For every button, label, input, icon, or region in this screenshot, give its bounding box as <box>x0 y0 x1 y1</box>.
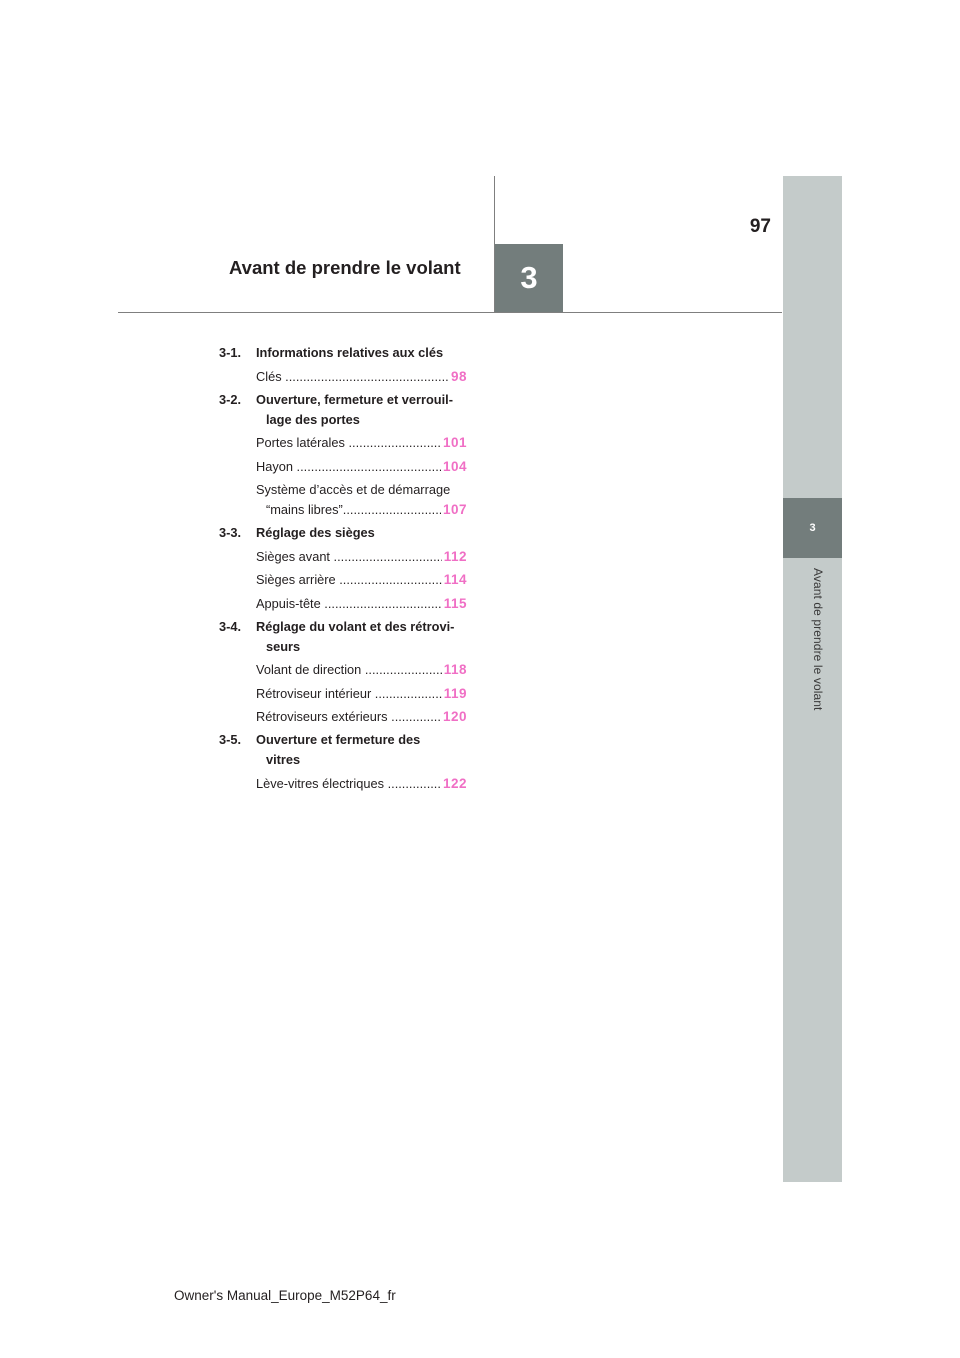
toc-section <box>219 390 467 430</box>
page-number: 97 <box>749 216 771 237</box>
toc-section-title-line: Ouverture, fermeture et verrouil- <box>256 391 453 407</box>
toc-entry[interactable] <box>219 660 467 680</box>
toc-section-title-line: Réglage des sièges <box>256 525 375 540</box>
toc-entry-page-link[interactable]: 119 <box>443 685 467 701</box>
toc-entry-label <box>256 480 467 520</box>
toc-entry[interactable] <box>219 547 467 567</box>
toc-entry[interactable] <box>219 570 467 590</box>
toc-entry-page-link[interactable]: 120 <box>442 709 467 724</box>
toc-entry-page-link[interactable]: 114 <box>443 572 467 587</box>
toc-section <box>219 523 467 543</box>
sidebar-chapter-tab[interactable] <box>783 498 842 558</box>
toc-entry-page-link[interactable]: 101 <box>442 435 467 450</box>
table-of-contents <box>219 343 467 794</box>
toc-section-number: 3-2. <box>219 391 242 407</box>
chapter-title: Avant de prendre le volant <box>229 257 461 278</box>
header-horizontal-divider <box>118 312 782 313</box>
toc-entry-label: Rétroviseurs extérieurs ..... <box>256 707 441 727</box>
toc-section-number: 3-4. <box>219 618 242 634</box>
toc-entry-page-link[interactable]: 112 <box>443 548 467 564</box>
toc-section-title-line: seurs <box>266 638 301 654</box>
toc-section <box>219 730 467 770</box>
toc-entry-page-link[interactable]: 104 <box>442 458 467 474</box>
toc-entry[interactable] <box>219 367 467 387</box>
toc-entry[interactable] <box>219 480 467 520</box>
toc-section-title <box>256 730 467 770</box>
toc-entry-label: Sièges arrière ..... <box>256 570 442 590</box>
toc-entry-label-line: “mains libres” <box>266 502 343 517</box>
chapter-number-box: 3 <box>495 244 563 312</box>
toc-entry-leader-dots <box>343 500 441 520</box>
toc-section-number: 3-3. <box>219 525 242 540</box>
toc-section-number: 3-5. <box>219 732 242 747</box>
toc-entry-label: Volant de direction ..... <box>256 660 442 680</box>
toc-entry-label: Lève-vitres électriques ..... <box>256 774 441 794</box>
toc-entry[interactable] <box>219 457 467 477</box>
sidebar-tab-label: 3 <box>809 522 816 534</box>
sidebar-vertical-title: Avant de prendre le volant <box>811 568 825 711</box>
toc-entry-page-link[interactable]: 118 <box>443 662 467 677</box>
toc-section-title <box>256 523 467 543</box>
toc-entry-page-link[interactable]: 122 <box>442 775 467 791</box>
toc-section <box>219 343 467 363</box>
toc-entry[interactable] <box>219 433 467 453</box>
toc-entry-label: Rétroviseur intérieur ..... <box>256 684 442 704</box>
toc-entry-label-line: Système d’accès et de démarrage <box>256 482 451 497</box>
toc-section-title-line: Réglage du volant et des rétrovi- <box>256 618 455 634</box>
toc-entry[interactable] <box>219 594 467 614</box>
toc-section-title-line: lage des portes <box>266 411 360 427</box>
toc-section-title <box>256 343 467 363</box>
footer-manual-id: Owner's Manual_Europe_M52P64_fr <box>174 1288 396 1303</box>
toc-section-number: 3-1. <box>219 345 242 360</box>
toc-entry-label: Sièges avant ..... <box>256 547 442 567</box>
toc-entry[interactable] <box>219 774 467 794</box>
toc-entry-page-link[interactable]: 115 <box>443 595 467 611</box>
toc-entry-label: Portes latérales ..... <box>256 433 441 453</box>
toc-entry-label: Appuis-tête ..... <box>256 594 442 614</box>
toc-section-title <box>256 390 467 430</box>
toc-entry[interactable] <box>219 684 467 704</box>
toc-section-title <box>256 617 467 657</box>
toc-entry-label: Hayon ..... <box>256 457 441 477</box>
toc-section-title-line: Informations relatives aux clés <box>256 345 444 360</box>
toc-section-title-line: vitres <box>266 752 301 767</box>
toc-entry-label: Clés ..... <box>256 367 449 387</box>
toc-section <box>219 617 467 657</box>
toc-section-title-line: Ouverture et fermeture des <box>256 732 421 747</box>
toc-entry[interactable] <box>219 707 467 727</box>
toc-entry-page-link[interactable]: 107 <box>442 502 467 517</box>
toc-entry-page-link[interactable]: 98 <box>450 368 467 384</box>
